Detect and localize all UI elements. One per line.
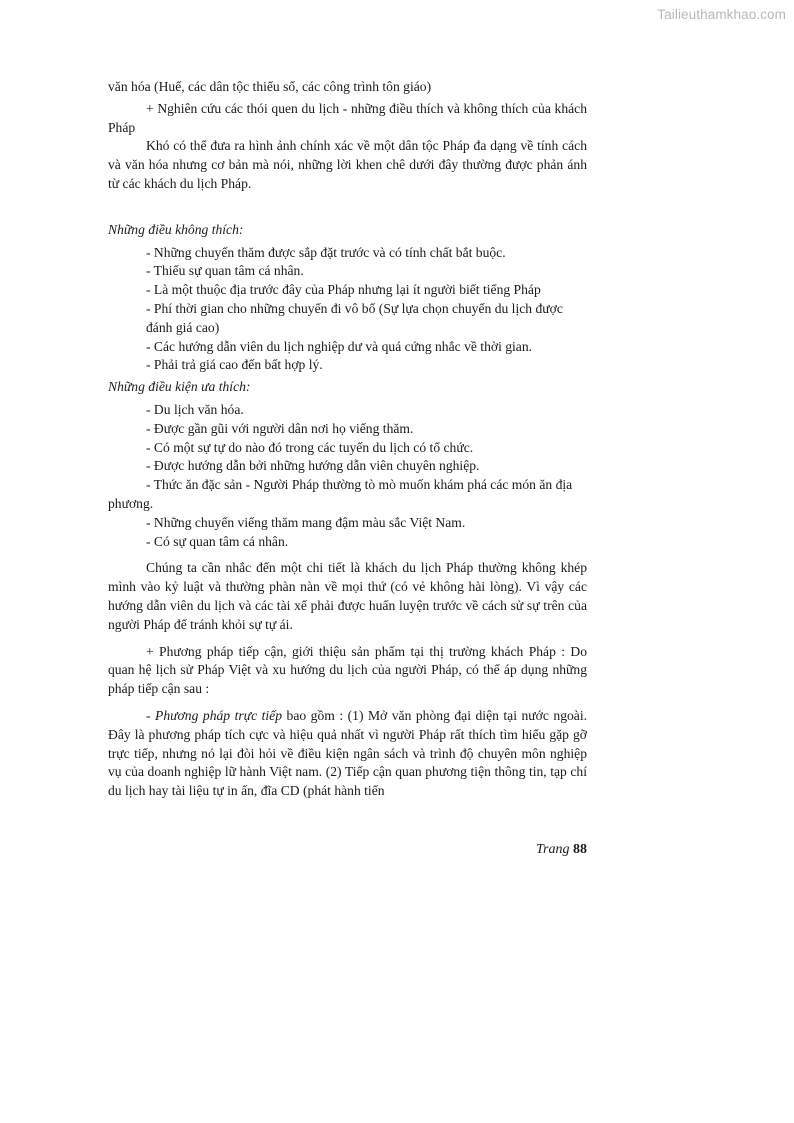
note-paragraph: Chúng ta cần nhắc đến một chi tiết là khách du lịch Pháp thường không khép mình vào kỷ luật và thường phàn nàn về mọi thứ (có vẻ không hài lòng). Vì vậy các hướng dẫn viên du lịch và các tài xế phải được huấn luyện trước về cách sử sự trên của người Pháp để tránh khỏi sự tự ái. (108, 560, 587, 632)
watermark: Tailieuthamkhao.com (657, 7, 786, 22)
direct-method-lead: - Phương pháp trực tiếp (146, 707, 283, 723)
page-label: Trang (536, 842, 570, 857)
list-item: - Các hướng dẫn viên du lịch nghiệp dư và quá cứng nhắc về thời gian. (146, 338, 533, 354)
dislikes-heading: Những điều không thích: (108, 221, 244, 237)
list-item: - Phải trả giá cao đến bất hợp lý. (146, 357, 323, 373)
document-page (108, 78, 587, 801)
list-item: - Có một sự tự do nào đó trong các tuyến du lịch có tổ chức. (146, 439, 474, 455)
list-item: - Du lịch văn hóa. (146, 401, 244, 417)
list-item: - Được hướng dẫn bởi những hướng dẫn viên chuyên nghiệp. (146, 458, 480, 474)
list-item: - Phí thời gian cho những chuyến đi vô bổ (Sự lựa chọn chuyến du lịch được đánh giá cao) (146, 300, 563, 335)
page-number (536, 842, 587, 858)
likes-heading: Những điều kiện ưa thích: (108, 379, 251, 395)
intro-line: văn hóa (Huế, các dân tộc thiểu số, các công trình tôn giáo) (108, 79, 432, 94)
list-item: - Thức ăn đặc sản - Người Pháp thường tò mò muốn khám phá các món ăn địa phương. (108, 477, 573, 511)
direct-method-paragraph (108, 707, 587, 801)
list-item: - Những chuyến viếng thăm mang đậm màu sắc Việt Nam. (146, 514, 466, 530)
list-item: - Thiếu sự quan tâm cá nhân. (146, 263, 304, 279)
summary-paragraph: Khó có thể đưa ra hình ảnh chính xác về một dân tộc Pháp đa dạng về tính cách và văn hóa nhưng cơ bản mà nói, những lời khen chê dưới đây thường được phản ánh từ các khách du lịch Pháp. (108, 138, 587, 191)
page-num: 88 (573, 842, 587, 857)
list-item: - Có sự quan tâm cá nhân. (146, 533, 289, 549)
direct-method-text: bao gồm : (1) Mở văn phòng đại diện tại nước ngoài. Đây là phương pháp tích cực và hiệu quả nhất vì người Pháp rất thích tìm hiểu gặp gỡ trực tiếp, nhưng nó lại đòi hỏi về điều kiện ngân sách và trình độ chuyên môn nghiệp vụ của doanh nghiệp lữ hành Việt nam. (2) Tiếp cận quan phương tiện thông tin, tạp chí du lịch hay tài liệu tự in ấn, đĩa CD (phát hành tiến (108, 707, 587, 799)
approach-paragraph: + Phương pháp tiếp cận, giới thiệu sản phẩm tại thị trường khách Pháp : Do quan hệ lịch sử Pháp Việt và xu hướng du lịch của người Pháp, có thể áp dụng những pháp tiếp cận sau : (108, 643, 587, 697)
list-item: - Là một thuộc địa trước đây của Pháp nhưng lại ít người biết tiếng Pháp (146, 282, 541, 298)
research-paragraph: + Nghiên cứu các thói quen du lịch - những điều thích và không thích của khách Pháp (108, 100, 587, 135)
list-item: - Được gần gũi với người dân nơi họ viếng thăm. (146, 420, 414, 436)
list-item: - Những chuyến thăm được sắp đặt trước và có tính chất bắt buộc. (146, 244, 506, 260)
